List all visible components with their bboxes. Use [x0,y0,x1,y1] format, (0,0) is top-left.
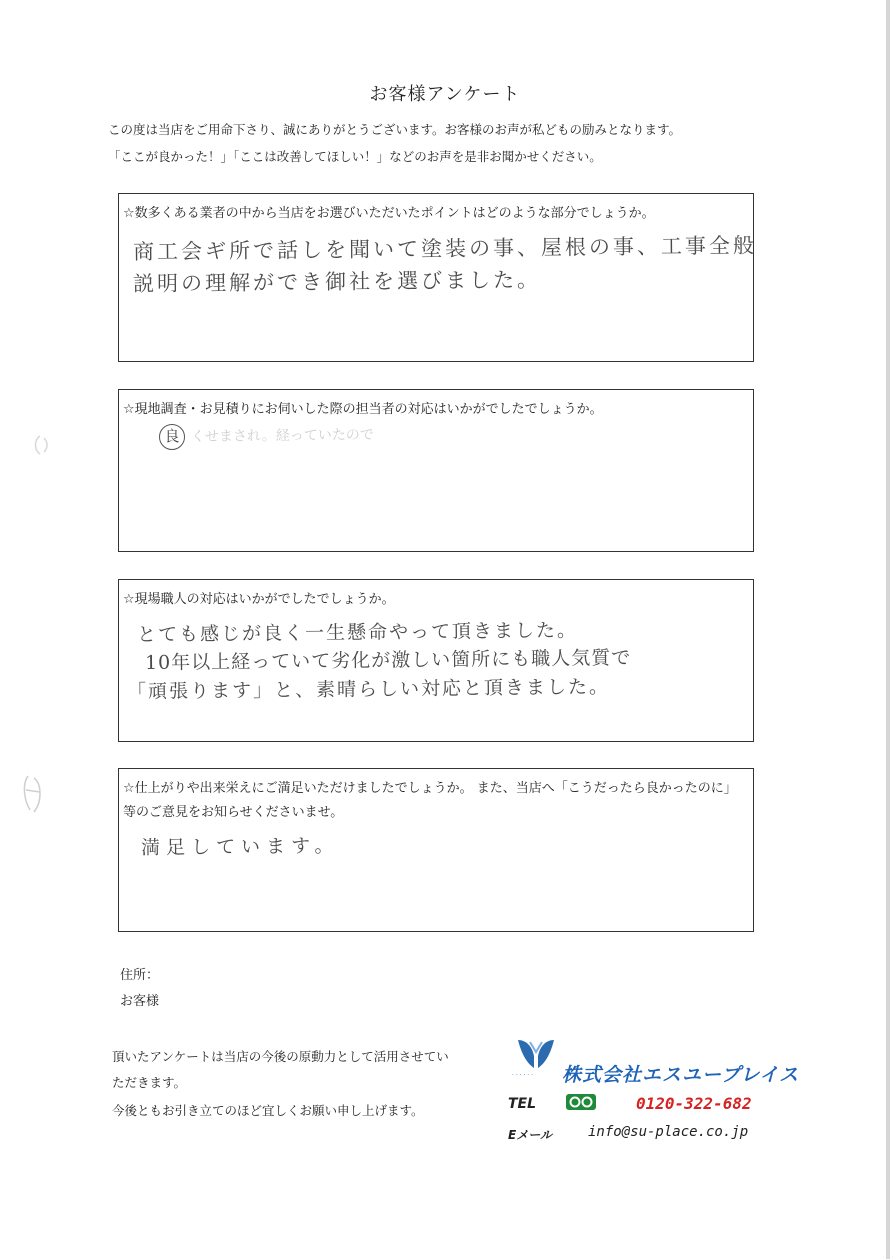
question-4-text-line-1: ☆仕上がりや出来栄えにご満足いただけましたでしょうか。 また、当店へ「こうだったら良かったのに」 [123,781,737,796]
question-box-3 [118,579,754,742]
closing-line-1: 頂いたアンケートは当店の今後の原動力として活用させてい [112,1049,449,1064]
intro-line-1: この度は当店をご用命下さり、誠にありがとうございます。お客様のお声が私どもの励みとなります。 [108,122,682,137]
question-box-1 [118,193,758,362]
scan-edge [886,0,890,1259]
intro-line-2: 「ここが良かった！」「ここは改善してほしい！」などのお声を是非お聞かせください。 [108,149,602,164]
question-1-text: ☆数多くある業者の中から当店をお選びいただいたポイントはどのような部分でしょうか。 [123,206,655,221]
scan-mark-bottom [18,770,52,820]
answer-2-faint: くせまされ。経っていたので [190,427,374,445]
question-box-4 [118,768,754,932]
answer-4-line-1: 満足しています。 [140,834,340,859]
closing-line-2: ただきます。 [112,1075,187,1090]
answer-3-line-2: 10年以上経っていて劣化が激しい箇所にも職人気質で [144,646,632,674]
address-label: 住所： [120,968,160,983]
answer-1-line-1: 商工会ギ所で話しを聞いて塗装の事、屋根の事、工事全般 [132,233,758,264]
question-2-text: ☆現地調査・お見積りにお伺いした際の担当者の対応はいかがでしたでしょうか。 [123,402,603,417]
answer-3-line-1: とても感じが良く一生懸命やって頂きました。 [136,619,579,646]
email-label: Eメール [508,1128,552,1142]
company-logo-icon [516,1038,556,1070]
logo-subtext: · · · · · · [512,1072,533,1079]
tel-number: 0120-322-682 [636,1094,752,1113]
tel-label: TEL [508,1096,537,1112]
answer-3-line-3: 「頑張ります」と、素晴らしい対応と頂きました。 [126,675,611,703]
freedial-icon [566,1094,596,1110]
closing-line-3: 今後ともお引き立てのほど宜しくお願い申し上げます。 [112,1103,424,1118]
question-box-2 [118,389,754,552]
company-name: 株式会社エスユープレイス [562,1064,800,1086]
answer-1-line-2: 説明の理解ができ御社を選びました。 [132,267,542,296]
circled-rating: 良 [159,424,185,450]
email-address: info@su-place.co.jp [588,1124,749,1140]
customer-label: お客様 [120,994,160,1009]
question-4-text-line-2: 等のご意見をお知らせくださいませ。 [123,805,344,820]
scan-mark-top [30,430,60,460]
page-title: お客様アンケート [369,84,521,105]
question-3-text: ☆現場職人の対応はいかがでしたでしょうか。 [123,592,395,607]
